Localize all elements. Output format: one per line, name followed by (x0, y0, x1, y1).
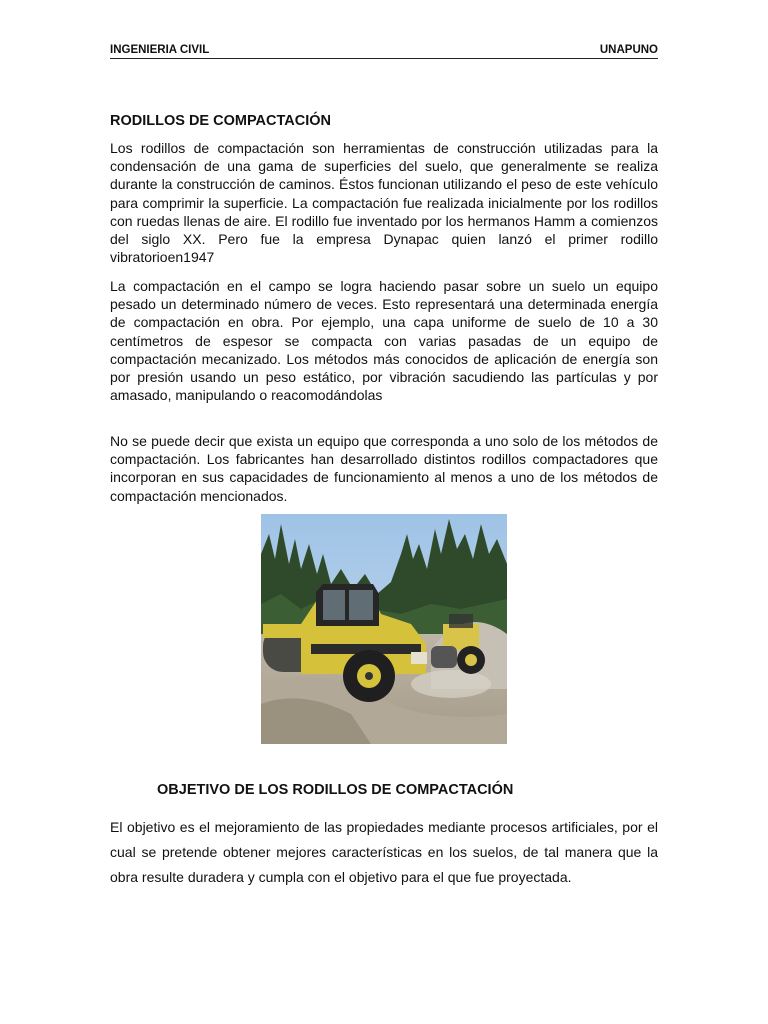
paragraph-3: No se puede decir que exista un equipo que corresponda a uno solo de los métodos de compactación. Los fabricantes han desarrollado distintos rodillos compactadores que incorporan en sus capacidades de funcionamiento al menos a uno de los métodos de compactación mencionados. (110, 433, 658, 504)
header-right: UNAPUNO (599, 44, 658, 56)
objective-title: OBJETIVO DE LOS RODILLOS DE COMPACTACIÓN (157, 782, 514, 798)
compaction-roller-photo (261, 514, 507, 744)
paragraph-1: Los rodillos de compactación son herramientas de construcción utilizadas para la condensación de una gama de superficies del suelo, que generalmente se realiza durante la construcción de caminos. Éstos funcionan utilizando el peso de este vehículo para comprimir la superficie. La compactación fue realizada inicialmente por los rodillos con ruedas llenas de aire. El rodillo fue inventado por los hermanos Hamm a comienzos del siglo XX. Pero fue la empresa Dynapac quien lanzó el primer rodillo vibratorioen1947 (110, 140, 658, 266)
section-title: RODILLOS DE COMPACTACIÓN (110, 113, 331, 129)
objective-paragraph: El objetivo es el mejoramiento de las propiedades mediante procesos artificiales, por el cual se pretende obtener mejores características en los suelos, de tal manera que la obra resulte duradera y cumpla con el objetivo para el que fue proyectada. (110, 819, 658, 885)
page-header (110, 44, 658, 59)
header-left: INGENIERIA CIVIL (110, 44, 210, 56)
paragraph-2: La compactación en el campo se logra haciendo pasar sobre un suelo un equipo pesado un determinado número de veces. Esto representará una determinada energía de compactación en obra. Por ejemplo, una capa uniforme de suelo de 10 a 30 centímetros de espesor se compacta con varias pasadas de un equipo de compactación mecanizado. Los métodos más conocidos de aplicación de energía son por presión usando un peso estático, por vibración sacudiendo las partículas y por amasado, manipulando o reacomodándolas (110, 278, 658, 404)
